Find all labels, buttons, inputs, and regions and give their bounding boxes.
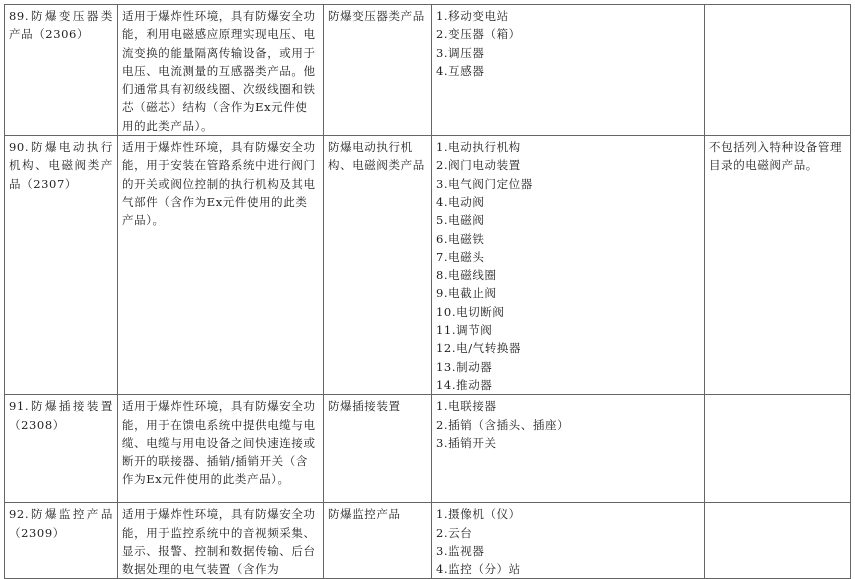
product-name-cell: 90.防爆电动执行机构、电磁阀类产品（2307）: [5, 136, 118, 395]
product-catalog-table: [4, 4, 851, 579]
product-name-cell: 92.防爆监控产品（2309）: [5, 503, 118, 579]
description-cell: 适用于爆炸性环境，具有防爆安全功能，用于监控系统中的音视频采集、显示、报警、控制和数据传输、后台数据处理的电气装置（含作为: [118, 503, 324, 579]
items-cell: [432, 503, 705, 579]
list-item: 2.阀门电动装置: [436, 158, 521, 173]
list-item: 6.电磁铁: [436, 231, 485, 246]
list-item: 4.电动阀: [436, 194, 485, 209]
notes-cell: [705, 503, 851, 579]
category-cell: 防爆变压器类产品: [324, 5, 432, 136]
list-item: 2.变压器（箱）: [436, 27, 521, 42]
list-item: 10.电切断阀: [436, 304, 505, 319]
list-item: 5.电磁阀: [436, 213, 485, 228]
list-item: 11.调节阀: [436, 323, 493, 338]
list-item: 3.调压器: [436, 45, 485, 60]
description-cell: 适用于爆炸性环境，具有防爆安全功能，用于安装在管路系统中进行阀门的开关或阀位控制的执行机构及其电气部件（含作为Ex元件使用的此类产品）。: [118, 136, 324, 395]
table-row: [5, 5, 851, 136]
list-item: 3.监视器: [436, 543, 485, 558]
notes-cell: [705, 395, 851, 503]
table-row: [5, 503, 851, 579]
list-item: 1.摄像机（仪）: [436, 507, 521, 522]
category-cell: 防爆监控产品: [324, 503, 432, 579]
list-item: 1.电动执行机构: [436, 140, 521, 155]
items-cell: [432, 136, 705, 395]
table-row: [5, 395, 851, 503]
list-item: 4.监控（分）站: [436, 562, 521, 577]
description-cell: 适用于爆炸性环境，具有防爆安全功能，用于在馈电系统中提供电缆与电缆、电缆与用电设备之间快速连接或断开的联接器、插销/插销开关（含作为Ex元件使用的此类产品）。: [118, 395, 324, 503]
list-item: 1.电联接器: [436, 399, 497, 414]
list-item: 2.云台: [436, 525, 473, 540]
list-item: 3.插销开关: [436, 435, 497, 450]
list-item: 2.插销（含插头、插座）: [436, 417, 570, 432]
table-row: [5, 136, 851, 395]
product-name-cell: 91.防爆插接装置（2308）: [5, 395, 118, 503]
description-cell: 适用于爆炸性环境，具有防爆安全功能，利用电磁感应原理实现电压、电流变换的能量隔离传输设备，或用于电压、电流测量的互感器类产品。他们通常具有初级线圈、次级线圈和铁芯（磁芯）结构（含作为Ex元件使用的此类产品）。: [118, 5, 324, 136]
category-cell: 防爆插接装置: [324, 395, 432, 503]
notes-cell: 不包括列入特种设备管理目录的电磁阀产品。: [705, 136, 851, 395]
category-cell: 防爆电动执行机构、电磁阀类产品: [324, 136, 432, 395]
list-item: 1.移动变电站: [436, 9, 509, 23]
list-item: 3.电气阀门定位器: [436, 176, 533, 191]
list-item: 13.制动器: [436, 359, 493, 374]
product-name-cell: 89.防爆变压器类产品（2306）: [5, 5, 118, 136]
items-cell: [432, 395, 705, 503]
list-item: 12.电/气转换器: [436, 341, 522, 356]
list-item: 8.电磁线圈: [436, 268, 497, 283]
list-item: 9.电截止阀: [436, 286, 497, 301]
list-item: 4.互感器: [436, 63, 485, 78]
list-item: 14.推动器: [436, 377, 493, 392]
notes-cell: [705, 5, 851, 136]
list-item: 7.电磁头: [436, 249, 485, 264]
items-cell: [432, 5, 705, 136]
